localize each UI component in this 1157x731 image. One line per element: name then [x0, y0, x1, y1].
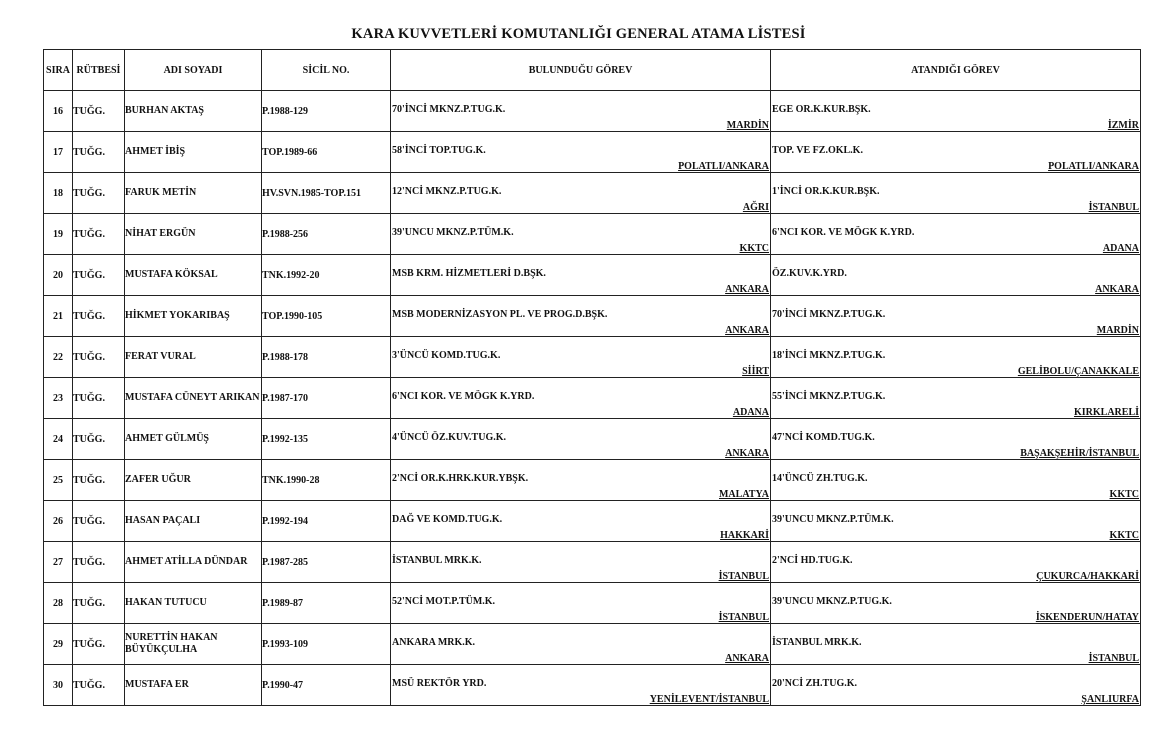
cell-bulundugu-gorev [391, 337, 771, 378]
atandigi-birlik: 1'İNCİ OR.K.KUR.BŞK. [772, 186, 880, 197]
cell-sira: 17 [44, 132, 73, 173]
bulundugu-birlik: 3'ÜNCÜ KOMD.TUG.K. [392, 350, 501, 361]
bulundugu-birlik: 70'İNCİ MKNZ.P.TUG.K. [392, 104, 506, 115]
atandigi-birlik: EGE OR.K.KUR.BŞK. [772, 104, 871, 115]
cell-atandigi-gorev [771, 583, 1141, 624]
table-body [44, 91, 1141, 706]
bulundugu-birlik: İSTANBUL MRK.K. [392, 555, 482, 566]
table-row [44, 583, 1141, 624]
atandigi-birlik: 14'ÜNCÜ ZH.TUG.K. [772, 473, 868, 484]
atandigi-birlik: 70'İNCİ MKNZ.P.TUG.K. [772, 309, 886, 320]
atandigi-yer: İSKENDERUN/HATAY [1035, 612, 1139, 623]
atandigi-yer: ŞANLIURFA [1081, 694, 1139, 705]
cell-sira: 16 [44, 91, 73, 132]
document-title: KARA KUVVETLERİ KOMUTANLIĞI GENERAL ATAMA LİSTESİ [351, 26, 806, 42]
atandigi-birlik: 2'NCİ HD.TUG.K. [772, 555, 853, 566]
cell-sicil-no: P.1990-47 [262, 665, 391, 706]
table-row [44, 378, 1141, 419]
bulundugu-yer: KKTC [739, 243, 769, 254]
table-row [44, 296, 1141, 337]
bulundugu-yer: İSTANBUL [718, 612, 769, 623]
cell-rutbe: TUĞG. [73, 542, 125, 583]
cell-adi-soyadi: NİHAT ERGÜN [125, 214, 262, 255]
table-row [44, 337, 1141, 378]
cell-adi-soyadi: HİKMET YOKARIBAŞ [125, 296, 262, 337]
bulundugu-yer: AĞRI [742, 202, 769, 213]
cell-bulundugu-gorev [391, 665, 771, 706]
cell-sira: 28 [44, 583, 73, 624]
bulundugu-yer: ANKARA [725, 448, 769, 459]
cell-bulundugu-gorev [391, 214, 771, 255]
cell-sicil-no: P.1992-194 [262, 501, 391, 542]
bulundugu-yer: ANKARA [725, 653, 769, 664]
atandigi-birlik: İSTANBUL MRK.K. [772, 637, 862, 648]
table-row [44, 91, 1141, 132]
table-row [44, 542, 1141, 583]
cell-adi-soyadi: MUSTAFA ER [125, 665, 262, 706]
cell-sicil-no: HV.SVN.1985-TOP.151 [262, 173, 391, 214]
cell-bulundugu-gorev [391, 91, 771, 132]
bulundugu-birlik: MSB KRM. HİZMETLERİ D.BŞK. [392, 268, 546, 279]
atandigi-birlik: 18'İNCİ MKNZ.P.TUG.K. [772, 350, 886, 361]
bulundugu-birlik: 4'ÜNCÜ ÖZ.KUV.TUG.K. [392, 432, 506, 443]
cell-sira: 18 [44, 173, 73, 214]
table-row [44, 132, 1141, 173]
cell-sira: 23 [44, 378, 73, 419]
cell-atandigi-gorev [771, 214, 1141, 255]
cell-adi-soyadi: HAKAN TUTUCU [125, 583, 262, 624]
cell-atandigi-gorev [771, 665, 1141, 706]
cell-rutbe: TUĞG. [73, 460, 125, 501]
cell-sicil-no: P.1992-135 [262, 419, 391, 460]
cell-rutbe: TUĞG. [73, 173, 125, 214]
cell-atandigi-gorev [771, 378, 1141, 419]
bulundugu-birlik: DAĞ VE KOMD.TUG.K. [392, 514, 503, 525]
cell-adi-soyadi: AHMET ATİLLA DÜNDAR [125, 542, 262, 583]
cell-sicil-no: P.1993-109 [262, 624, 391, 665]
bulundugu-birlik: 52'NCİ MOT.P.TÜM.K. [392, 596, 496, 607]
bulundugu-birlik: 6'NCI KOR. VE MÖGK K.YRD. [392, 391, 535, 402]
cell-rutbe: TUĞG. [73, 624, 125, 665]
atandigi-yer: ADANA [1102, 243, 1139, 254]
header-row [44, 50, 1141, 91]
atandigi-yer: İZMİR [1107, 120, 1139, 131]
cell-sira: 29 [44, 624, 73, 665]
bulundugu-yer: ADANA [732, 407, 769, 418]
atandigi-birlik: TOP. VE FZ.OKL.K. [772, 145, 863, 156]
header-sira: SIRA [44, 50, 73, 91]
cell-sicil-no: P.1989-87 [262, 583, 391, 624]
cell-sicil-no: P.1988-256 [262, 214, 391, 255]
atandigi-yer: KIRKLARELİ [1073, 407, 1139, 418]
cell-adi-soyadi: HASAN PAÇALI [125, 501, 262, 542]
bulundugu-yer: MALATYA [718, 489, 769, 500]
cell-sicil-no: P.1988-129 [262, 91, 391, 132]
cell-adi-soyadi: NURETTİN HAKAN BÜYÜKÇULHA [125, 624, 262, 665]
bulundugu-birlik: MSB MODERNİZASYON PL. VE PROG.D.BŞK. [392, 309, 608, 320]
header-bulundugu-gorev: BULUNDUĞU GÖREV [391, 50, 771, 91]
cell-bulundugu-gorev [391, 296, 771, 337]
cell-atandigi-gorev [771, 542, 1141, 583]
cell-atandigi-gorev [771, 132, 1141, 173]
table-row [44, 460, 1141, 501]
table-row [44, 501, 1141, 542]
table-row [44, 255, 1141, 296]
table-row [44, 419, 1141, 460]
cell-atandigi-gorev [771, 624, 1141, 665]
cell-sira: 19 [44, 214, 73, 255]
atandigi-yer: GELİBOLU/ÇANAKKALE [1017, 366, 1139, 377]
cell-sicil-no: TOP.1989-66 [262, 132, 391, 173]
table-row [44, 624, 1141, 665]
cell-sicil-no: P.1988-178 [262, 337, 391, 378]
bulundugu-yer: HAKKARİ [720, 530, 769, 541]
cell-sira: 21 [44, 296, 73, 337]
bulundugu-birlik: 58'İNCİ TOP.TUG.K. [392, 145, 486, 156]
atandigi-yer: KKTC [1109, 530, 1139, 541]
cell-rutbe: TUĞG. [73, 501, 125, 542]
bulundugu-yer: POLATLI/ANKARA [678, 161, 769, 172]
bulundugu-yer: ANKARA [725, 284, 769, 295]
atandigi-yer: KKTC [1109, 489, 1139, 500]
cell-atandigi-gorev [771, 501, 1141, 542]
atandigi-birlik: ÖZ.KUV.K.YRD. [772, 268, 847, 279]
cell-bulundugu-gorev [391, 173, 771, 214]
bulundugu-birlik: 2'NCİ OR.K.HRK.KUR.YBŞK. [392, 473, 529, 484]
cell-sicil-no: TNK.1992-20 [262, 255, 391, 296]
atandigi-yer: ANKARA [1095, 284, 1139, 295]
cell-adi-soyadi: ZAFER UĞUR [125, 460, 262, 501]
table-row [44, 214, 1141, 255]
cell-rutbe: TUĞG. [73, 337, 125, 378]
cell-bulundugu-gorev [391, 583, 771, 624]
atandigi-birlik: 47'NCİ KOMD.TUG.K. [772, 432, 875, 443]
cell-rutbe: TUĞG. [73, 255, 125, 296]
cell-atandigi-gorev [771, 419, 1141, 460]
atandigi-birlik: 39'UNCU MKNZ.P.TUG.K. [772, 596, 892, 607]
atandigi-birlik: 20'NCİ ZH.TUG.K. [772, 678, 858, 689]
atandigi-birlik: 55'İNCİ MKNZ.P.TUG.K. [772, 391, 886, 402]
cell-sira: 27 [44, 542, 73, 583]
bulundugu-birlik: 39'UNCU MKNZ.P.TÜM.K. [392, 227, 514, 238]
cell-atandigi-gorev [771, 460, 1141, 501]
header-rutbe: RÜTBESİ [73, 50, 125, 91]
atandigi-yer: MARDİN [1096, 325, 1139, 336]
atandigi-birlik: 6'NCI KOR. VE MÖGK K.YRD. [772, 227, 915, 238]
cell-bulundugu-gorev [391, 460, 771, 501]
header-atandigi-gorev: ATANDIĞI GÖREV [771, 50, 1141, 91]
cell-sicil-no: TOP.1990-105 [262, 296, 391, 337]
cell-rutbe: TUĞG. [73, 132, 125, 173]
cell-sira: 26 [44, 501, 73, 542]
bulundugu-birlik: ANKARA MRK.K. [392, 637, 476, 648]
cell-sira: 24 [44, 419, 73, 460]
cell-bulundugu-gorev [391, 255, 771, 296]
cell-adi-soyadi: MUSTAFA KÖKSAL [125, 255, 262, 296]
bulundugu-yer: MARDİN [726, 120, 769, 131]
cell-bulundugu-gorev [391, 542, 771, 583]
bulundugu-yer: İSTANBUL [718, 571, 769, 582]
cell-sira: 20 [44, 255, 73, 296]
cell-adi-soyadi: AHMET İBİŞ [125, 132, 262, 173]
bulundugu-yer: YENİLEVENT/İSTANBUL [649, 694, 769, 705]
cell-sira: 30 [44, 665, 73, 706]
header-sicil-no: SİCİL NO. [262, 50, 391, 91]
cell-rutbe: TUĞG. [73, 214, 125, 255]
bulundugu-yer: ANKARA [725, 325, 769, 336]
cell-rutbe: TUĞG. [73, 378, 125, 419]
atandigi-yer: İSTANBUL [1088, 202, 1139, 213]
cell-adi-soyadi: BURHAN AKTAŞ [125, 91, 262, 132]
cell-adi-soyadi: FARUK METİN [125, 173, 262, 214]
cell-bulundugu-gorev [391, 132, 771, 173]
cell-sicil-no: P.1987-285 [262, 542, 391, 583]
atandigi-yer: POLATLI/ANKARA [1048, 161, 1139, 172]
cell-atandigi-gorev [771, 173, 1141, 214]
cell-rutbe: TUĞG. [73, 583, 125, 624]
cell-sicil-no: TNK.1990-28 [262, 460, 391, 501]
cell-atandigi-gorev [771, 337, 1141, 378]
atandigi-yer: İSTANBUL [1088, 653, 1139, 664]
table-row [44, 173, 1141, 214]
cell-rutbe: TUĞG. [73, 91, 125, 132]
cell-atandigi-gorev [771, 91, 1141, 132]
bulundugu-yer: SİİRT [742, 366, 769, 377]
cell-rutbe: TUĞG. [73, 419, 125, 460]
atandigi-birlik: 39'UNCU MKNZ.P.TÜM.K. [772, 514, 894, 525]
cell-atandigi-gorev [771, 255, 1141, 296]
appointment-table [43, 49, 1141, 706]
cell-sira: 22 [44, 337, 73, 378]
cell-bulundugu-gorev [391, 378, 771, 419]
atandigi-yer: ÇUKURCA/HAKKARİ [1036, 571, 1139, 582]
cell-atandigi-gorev [771, 296, 1141, 337]
cell-adi-soyadi: AHMET GÜLMÜŞ [125, 419, 262, 460]
atandigi-yer: BAŞAKŞEHİR/İSTANBUL [1020, 448, 1139, 459]
cell-bulundugu-gorev [391, 501, 771, 542]
table-row [44, 665, 1141, 706]
bulundugu-birlik: 12'NCİ MKNZ.P.TUG.K. [392, 186, 502, 197]
cell-rutbe: TUĞG. [73, 665, 125, 706]
header-adi-soyadi: ADI SOYADI [125, 50, 262, 91]
cell-sira: 25 [44, 460, 73, 501]
cell-bulundugu-gorev [391, 419, 771, 460]
cell-adi-soyadi: FERAT VURAL [125, 337, 262, 378]
bulundugu-birlik: MSÜ REKTÖR YRD. [392, 678, 487, 689]
cell-sicil-no: P.1987-170 [262, 378, 391, 419]
cell-rutbe: TUĞG. [73, 296, 125, 337]
cell-bulundugu-gorev [391, 624, 771, 665]
cell-adi-soyadi: MUSTAFA CÜNEYT ARIKAN [125, 378, 262, 419]
